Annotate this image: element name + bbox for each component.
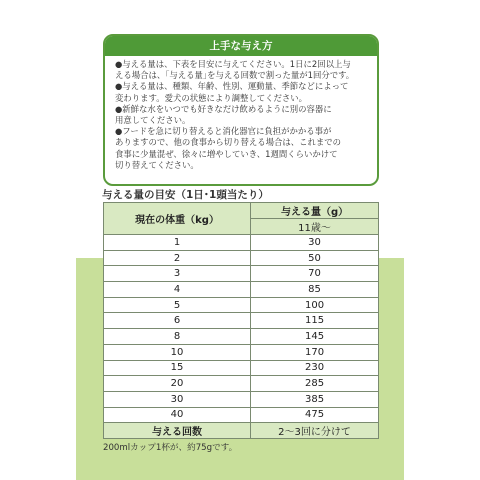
weight-cell: 4 bbox=[104, 282, 251, 298]
table-row bbox=[104, 376, 379, 392]
table-row bbox=[104, 250, 379, 266]
tips-line: 変わります。愛犬の状態により調整してください。 bbox=[115, 92, 307, 103]
feeding-table bbox=[103, 202, 379, 439]
weight-cell: 6 bbox=[104, 313, 251, 329]
weight-cell: 8 bbox=[104, 329, 251, 345]
tips-line: ありますので、他の食事から切り替える場合は、これまでの bbox=[115, 137, 341, 148]
amount-cell: 230 bbox=[251, 360, 379, 376]
amount-cell: 85 bbox=[251, 282, 379, 298]
weight-column-header: 現在の体重（kg） bbox=[104, 203, 251, 235]
feeding-tips-box bbox=[103, 34, 379, 186]
weight-cell: 5 bbox=[104, 297, 251, 313]
table-row bbox=[104, 313, 379, 329]
table-row bbox=[104, 266, 379, 282]
amount-cell: 285 bbox=[251, 376, 379, 392]
amount-cell: 145 bbox=[251, 329, 379, 345]
amount-cell: 30 bbox=[251, 235, 379, 251]
table-row bbox=[104, 297, 379, 313]
table-row bbox=[104, 235, 379, 251]
table-row bbox=[104, 344, 379, 360]
frequency-value: 2～3回に分けて bbox=[251, 423, 379, 439]
amount-cell: 385 bbox=[251, 391, 379, 407]
amount-cell: 70 bbox=[251, 266, 379, 282]
tips-line: える場合は、｢与える量｣を与える回数で割った量が1回分です。 bbox=[115, 70, 355, 81]
table-row bbox=[104, 329, 379, 345]
tips-line: ●フードを急に切り替えると消化器官に負担がかかる事が bbox=[115, 126, 332, 137]
table-row bbox=[104, 391, 379, 407]
table-row bbox=[104, 407, 379, 423]
tips-line: 食事に少量混ぜ、徐々に増やしていき、1週間くらいかけて bbox=[115, 148, 338, 159]
tips-line: ●与える量は、下表を目安に与えてください。1日に2回以上与 bbox=[115, 59, 351, 69]
amount-cell: 475 bbox=[251, 407, 379, 423]
weight-cell: 30 bbox=[104, 391, 251, 407]
weight-cell: 10 bbox=[104, 344, 251, 360]
feeding-table-title: 与える量の目安（1日･1頭当たり） bbox=[102, 189, 269, 201]
amount-cell: 100 bbox=[251, 297, 379, 313]
frequency-row bbox=[104, 423, 379, 439]
amount-cell: 50 bbox=[251, 250, 379, 266]
table-row bbox=[104, 360, 379, 376]
weight-cell: 1 bbox=[104, 235, 251, 251]
weight-cell: 20 bbox=[104, 376, 251, 392]
tips-line: ●新鮮な水をいつでも好きなだけ飲めるように別の容器に bbox=[115, 103, 332, 114]
frequency-label: 与える回数 bbox=[104, 423, 251, 439]
age-range-header: 11歳～ bbox=[251, 219, 379, 235]
amount-cell: 115 bbox=[251, 313, 379, 329]
tips-body bbox=[105, 56, 377, 171]
tips-line: 用意してください。 bbox=[115, 115, 191, 126]
tips-line: 切り替えてください。 bbox=[115, 159, 199, 170]
cup-measure-note: 200mlカップ1杯が、約75gです。 bbox=[103, 443, 238, 453]
weight-cell: 3 bbox=[104, 266, 251, 282]
amount-cell: 170 bbox=[251, 344, 379, 360]
amount-column-header: 与える量（g） bbox=[251, 203, 379, 219]
weight-cell: 40 bbox=[104, 407, 251, 423]
tips-heading: 上手な与え方 bbox=[105, 36, 377, 56]
tips-line: ●与える量は、種類、年齢、性別、運動量、季節などによって bbox=[115, 81, 349, 92]
table-row bbox=[104, 282, 379, 298]
weight-cell: 15 bbox=[104, 360, 251, 376]
weight-cell: 2 bbox=[104, 250, 251, 266]
